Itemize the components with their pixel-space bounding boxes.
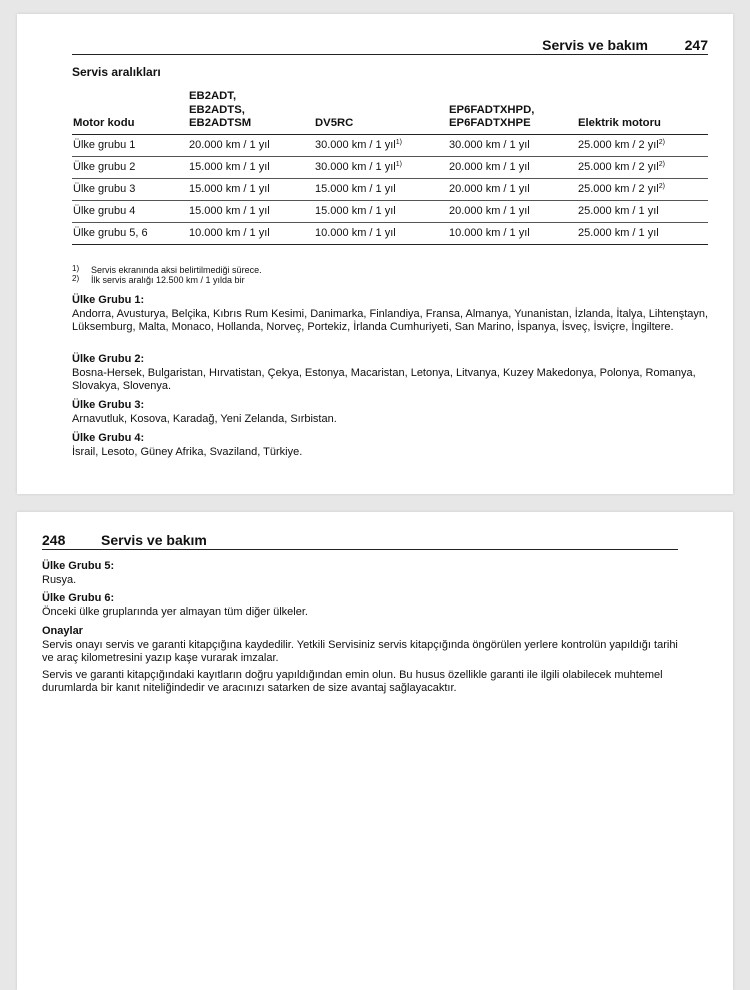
manual-page-248	[17, 512, 733, 990]
footnote-reference: 1)	[395, 160, 402, 168]
group-heading: Ülke Grubu 2:	[72, 353, 145, 365]
cell-text: 30.000 km / 1 yıl	[315, 160, 396, 173]
footnote-text: Servis ekranında aksi belirtilmediği sürece.	[91, 265, 262, 275]
interval-cell-eb2adt	[188, 200, 314, 222]
interval-cell-ep6fadtx	[448, 156, 577, 178]
header-text: Elektrik motoru	[578, 117, 661, 129]
footnote-reference: 2)	[658, 160, 665, 168]
table-row	[72, 134, 708, 156]
cell-text: Ülke grubu 2	[73, 160, 136, 173]
approvals-paragraph-1: Servis onayı servis ve garanti kitapçığına kaydedilir. Yetkili Servisiniz servis kitapçığında öngörülen yerlere kontrolün yapıldığı tarihi ve araç kilometresini yazıp kaşe vurarak imzalar.	[42, 638, 678, 664]
header-text: Motor kodu	[73, 117, 135, 129]
page-number: 248	[42, 532, 66, 548]
cell-text: 15.000 km / 1 yıl	[315, 182, 396, 195]
interval-cell-dv5rc	[314, 178, 448, 200]
page-number: 247	[684, 37, 708, 53]
footnote-reference: 2)	[658, 182, 665, 190]
group-text: Andorra, Avusturya, Belçika, Kıbrıs Rum Kesimi, Danimarka, Finlandiya, Fransa, Almanya, Yunanistan, İzlanda, İtalya, Lihtenştayn, Lüksemburg, Malta, Monaco, Hollanda, Norveç, Portekiz, İrlanda Cumhuriyeti, San Marino, İspanya, İsveç, İsviçre, İngiltere.	[72, 307, 709, 333]
group-text: Bosna-Hersek, Bulgaristan, Hırvatistan, Çekya, Estonya, Macaristan, Letonya, Litvanya, Kuzey Makedonya, Polonya, Romanya, Slovakya, Slovenya.	[72, 366, 696, 392]
cell-text: 20.000 km / 1 yıl	[189, 138, 270, 151]
country-group-3	[72, 399, 712, 426]
cell-text: Ülke grubu 5, 6	[73, 226, 148, 239]
cell-text: 10.000 km / 1 yıl	[449, 226, 530, 239]
interval-cell-eb2adt	[188, 222, 314, 244]
country-group-cell	[72, 156, 188, 178]
country-group-cell	[72, 134, 188, 156]
cell-text: 15.000 km / 1 yıl	[189, 204, 270, 217]
group-heading: Ülke Grubu 1:	[72, 294, 145, 306]
cell-text: 25.000 km / 2 yıl	[578, 182, 659, 195]
page-header-title: Servis ve bakım	[542, 37, 648, 53]
country-group-6	[42, 592, 682, 619]
page-header-title: Servis ve bakım	[101, 532, 207, 548]
cell-text: 25.000 km / 2 yıl	[578, 138, 659, 151]
interval-cell-dv5rc	[314, 200, 448, 222]
page-header	[42, 531, 678, 550]
cell-text: Ülke grubu 1	[73, 138, 136, 151]
header-text: DV5RC	[315, 117, 354, 129]
country-group-cell	[72, 178, 188, 200]
country-group-cell	[72, 200, 188, 222]
cell-text: 20.000 km / 1 yıl	[449, 160, 530, 173]
cell-text: 15.000 km / 1 yıl	[189, 160, 270, 173]
footnote-reference: 1)	[395, 138, 402, 146]
country-group-1	[72, 294, 712, 335]
header-text: EP6FADTXHPD, EP6FADTXHPE	[449, 103, 535, 129]
column-header-engine-code	[72, 90, 188, 134]
column-header-eb2adt	[188, 90, 314, 134]
interval-cell-eb2adt	[188, 178, 314, 200]
interval-cell-electric	[577, 134, 708, 156]
cell-text: 25.000 km / 1 yıl	[578, 226, 659, 239]
section-title: Servis aralıkları	[72, 65, 161, 79]
cell-text: 10.000 km / 1 yıl	[315, 226, 396, 239]
interval-cell-electric	[577, 200, 708, 222]
footnote-text: İlk servis aralığı 12.500 km / 1 yılda bir	[91, 275, 245, 285]
country-group-4	[72, 432, 712, 459]
column-header-dv5rc	[314, 90, 448, 134]
column-header-ep6fadtx	[448, 90, 577, 134]
table-row	[72, 178, 708, 200]
interval-cell-electric	[577, 156, 708, 178]
interval-cell-eb2adt	[188, 156, 314, 178]
header-text: EB2ADT, EB2ADTS, EB2ADTSM	[189, 90, 252, 129]
cell-text: 25.000 km / 1 yıl	[578, 204, 659, 217]
footnote-mark: 1)	[72, 264, 80, 273]
cell-text: Ülke grubu 4	[73, 204, 136, 217]
cell-text: 25.000 km / 2 yıl	[578, 160, 659, 173]
service-interval-table	[72, 90, 708, 245]
table-row	[72, 156, 708, 178]
manual-page-247	[17, 14, 733, 494]
group-heading: Ülke Grubu 3:	[72, 399, 145, 411]
group-text: Rusya.	[42, 573, 77, 586]
cell-text: Ülke grubu 3	[73, 182, 136, 195]
cell-text: 30.000 km / 1 yıl	[315, 138, 396, 151]
country-group-cell	[72, 222, 188, 244]
group-text: Arnavutluk, Kosova, Karadağ, Yeni Zelanda, Sırbistan.	[72, 412, 337, 425]
footnote-reference: 2)	[658, 138, 665, 146]
interval-cell-eb2adt	[188, 134, 314, 156]
group-text: İsrail, Lesoto, Güney Afrika, Svaziland, Türkiye.	[72, 445, 303, 458]
cell-text: 20.000 km / 1 yıl	[449, 182, 530, 195]
group-text: Önceki ülke gruplarında yer almayan tüm diğer ülkeler.	[42, 605, 308, 618]
interval-cell-ep6fadtx	[448, 178, 577, 200]
cell-text: 15.000 km / 1 yıl	[315, 204, 396, 217]
approvals-section	[42, 625, 682, 696]
group-heading: Ülke Grubu 4:	[72, 432, 145, 444]
interval-cell-ep6fadtx	[448, 200, 577, 222]
group-heading: Ülke Grubu 5:	[42, 560, 115, 572]
footnote-mark: 2)	[72, 274, 80, 283]
cell-text: 10.000 km / 1 yıl	[189, 226, 270, 239]
interval-cell-dv5rc	[314, 222, 448, 244]
interval-cell-electric	[577, 178, 708, 200]
table-row	[72, 200, 708, 222]
cell-text: 30.000 km / 1 yıl	[449, 138, 530, 151]
interval-cell-electric	[577, 222, 708, 244]
interval-cell-ep6fadtx	[448, 222, 577, 244]
interval-cell-ep6fadtx	[448, 134, 577, 156]
page-header	[72, 35, 708, 55]
group-heading: Ülke Grubu 6:	[42, 592, 115, 604]
country-group-2	[72, 353, 712, 394]
table-row	[72, 222, 708, 244]
approvals-paragraph-2: Servis ve garanti kitapçığındaki kayıtların doğru yapıldığından emin olun. Bu husus özellikle garanti ile ilgili olabilecek muhtemel durumlarda bir kanıt niteliğindedir ve aracınızı satarken de size avantaj sağlayacaktır.	[42, 668, 663, 694]
approvals-heading: Onaylar	[42, 625, 83, 637]
cell-text: 15.000 km / 1 yıl	[189, 182, 270, 195]
table-header-row	[72, 90, 708, 134]
country-group-5	[42, 560, 682, 587]
column-header-electric-motor	[577, 90, 708, 134]
interval-cell-dv5rc	[314, 156, 448, 178]
interval-cell-dv5rc	[314, 134, 448, 156]
footnote-2	[72, 274, 245, 285]
cell-text: 20.000 km / 1 yıl	[449, 204, 530, 217]
